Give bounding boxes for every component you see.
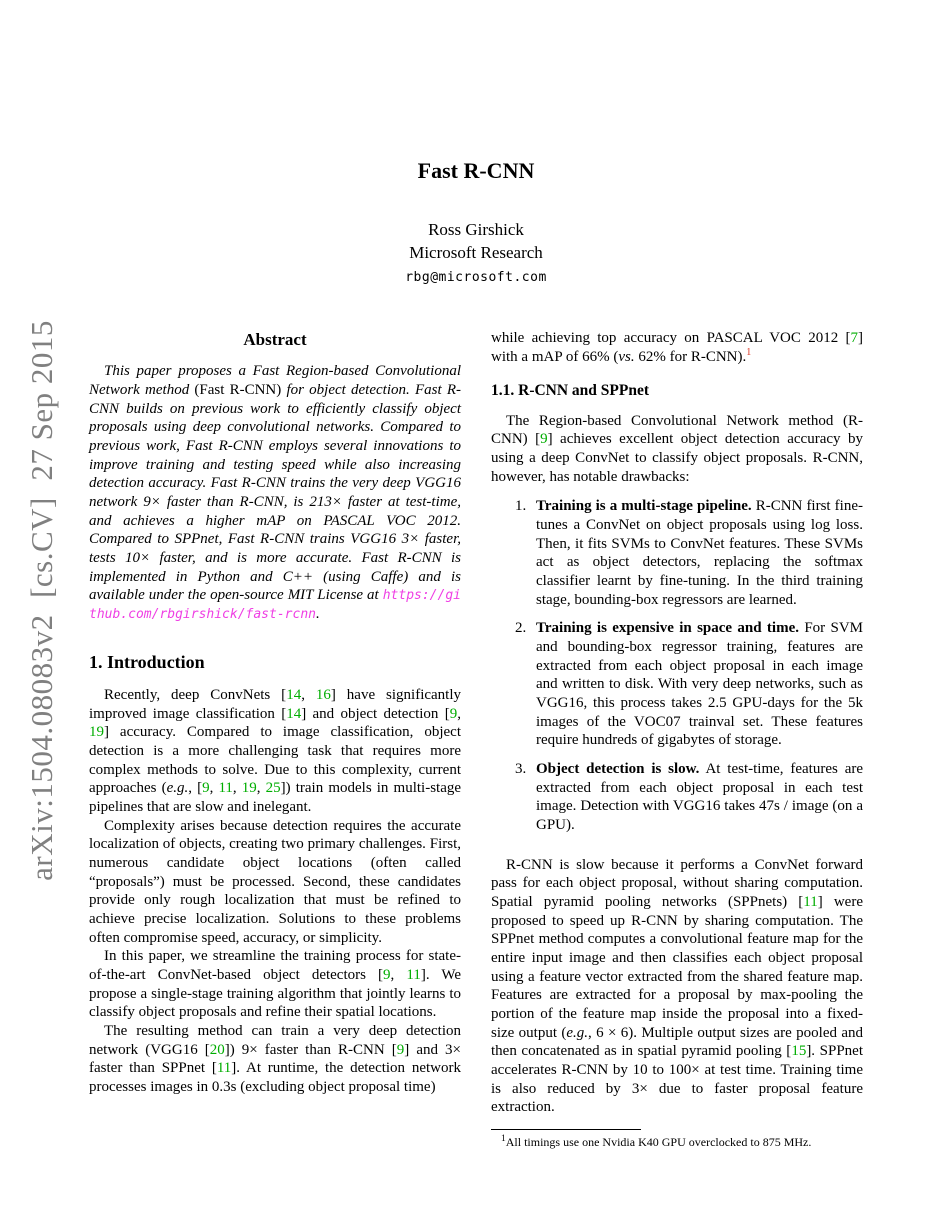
list-item-text	[536, 498, 863, 607]
left-column	[89, 329, 461, 1151]
text-segment: For SVM and bounding-box regressor training, features are extracted from each object proposal in each image and written to disk. With very deep networks, such as VGG16, this process takes 2.5 GPU-days for the 5k images of the VOC07 trainval set. These features require hundreds of gigabytes of storage.	[536, 620, 863, 749]
paragraph	[491, 412, 863, 487]
text-segment: ]. We propose a single-stage training algorithm that jointly learns to classify object proposals and refine their spatial locations.	[89, 967, 461, 1021]
author-email: rbg@microsoft.com	[405, 270, 547, 285]
text-segment: ] achieves excellent object detection accuracy by using a deep ConvNet to classify object proposals. R-CNN, however, has notable drawbacks:	[491, 431, 863, 485]
author-block	[0, 220, 952, 285]
citation-ref[interactable]: 11	[218, 780, 233, 797]
citation-ref[interactable]: 9	[449, 705, 458, 722]
right-column	[491, 329, 863, 1151]
paragraph	[491, 329, 863, 366]
arxiv-watermark	[0, 320, 96, 914]
citation-ref[interactable]: 11	[803, 894, 818, 911]
citation-ref[interactable]: 11	[216, 1060, 232, 1077]
drawback-list	[515, 497, 863, 844]
citation-ref[interactable]: 25	[265, 780, 281, 797]
text-segment: e.g.	[566, 1024, 589, 1041]
text-segment: ] and 3× faster than SPPnet [	[89, 1041, 461, 1077]
text-segment: The Region-based Convolutional Network method (R-CNN) [	[491, 412, 863, 448]
text-segment: , [	[188, 780, 203, 797]
footnote-rule	[491, 1129, 641, 1130]
text-segment: ]) 9× faster than R-CNN [	[224, 1041, 397, 1058]
text-segment: ,	[390, 967, 407, 984]
text-segment: ]. At runtime, the detection network processes images in 0.3s (excluding object proposal time)	[89, 1060, 461, 1096]
paper-header	[0, 0, 952, 285]
abstract-heading: Abstract	[243, 330, 307, 349]
citation-ref[interactable]: 9	[202, 780, 210, 797]
list-item-text	[536, 620, 863, 748]
paragraph	[89, 817, 461, 948]
author-name: Ross Girshick	[428, 220, 524, 239]
text-segment: Complexity arises because detection requires the accurate localization of objects, creating two primary challenges. First, numerous candidate object locations (often called “proposals”) must be processed. Second, these candidates provide only rough localization that must be refined to achieve precise localization. Solutions to these problems often compromise speed, accuracy, or simplicity.	[89, 817, 461, 946]
text-segment: ] accuracy. Compared to image classification, object detection is a more challenging task that requires more complex methods to solve. Due to this complexity, current approaches (	[89, 724, 461, 797]
citation-ref[interactable]: 9	[540, 431, 548, 448]
text-segment: ] have significantly improved image classification [	[89, 686, 462, 722]
text-segment: R-CNN first fine-tunes a ConvNet on object proposals using log loss. Then, it fits SVMs to ConvNet features. These SVMs act as object detectors, replacing the softmax classifier learnt by fine-tuning. In the third training stage, bounding-box regressors are learned.	[536, 498, 863, 608]
text-segment: All timings use one Nvidia K40 GPU overclocked to 875 MHz.	[505, 1135, 812, 1150]
text-segment: ]. SPPnet accelerates R-CNN by 10 to 100× at test time. Training time is also reduced by 3× due to faster proposal feature extraction.	[491, 1043, 863, 1116]
text-segment: 62% for R-CNN).	[634, 348, 747, 365]
text-segment: ] were proposed to speed up R-CNN by sharing computation. The SPPnet method computes a convolutional feature map for the entire input image and then classifies each object proposal using a feature vector extracted from the shared feature map. Features are extracted for a proposal by max-pooling the portion of the feature map inside the proposal into a fixed-size output (	[491, 894, 863, 1041]
text-segment: ] and object detection [	[301, 705, 450, 722]
list-item	[515, 497, 863, 609]
text-segment: ,	[457, 705, 461, 722]
text-segment: e.g.	[166, 780, 189, 797]
list-item-number: 2.	[515, 620, 527, 637]
text-segment: In this paper, we streamline the training process for state-of-the-art ConvNet-based object detectors [	[89, 948, 461, 984]
text-segment: .	[315, 605, 320, 622]
text-segment: , 6 × 6). Multiple output sizes are pooled and then concatenated as in spatial pyramid pooling [	[491, 1024, 864, 1060]
citation-ref[interactable]: 9	[396, 1041, 405, 1058]
citation-ref[interactable]: 19	[241, 780, 257, 797]
text-segment: for object detection. Fast R-CNN builds on previous work to efficiently classify object proposals using deep convolutional networks. Compared to previous work, Fast R-CNN employs several innovations to improve training and testing speed while also increasing detection accuracy. Fast R-CNN trains the very deep VGG16 network 9× faster than R-CNN, is 213× faster at test-time, and achieves a higher mAP on PASCAL VOC 2012. Compared to SPPnet, Fast R-CNN trains VGG16 3× faster, tests 10× faster, and is more accurate. Fast R-CNN is implemented in Python and C++ (using Caffe) and is available under the open-source MIT License at	[89, 381, 461, 604]
citation-ref[interactable]: 9	[383, 967, 391, 984]
list-item-text	[536, 761, 863, 833]
text-segment: ,	[232, 780, 242, 797]
list-item	[515, 760, 863, 835]
citation-ref[interactable]: 15	[791, 1043, 807, 1060]
text-segment: The resulting method can train a very deep detection network (VGG16 [	[89, 1023, 461, 1058]
text-segment: ]) train models in multi-stage pipelines that are slow and inelegant.	[89, 780, 462, 815]
subsection-heading-rcnn-sppnet: 1.1. R-CNN and SPPnet	[491, 382, 650, 400]
text-segment: This paper proposes a Fast Region-based Convolutional Network method	[89, 363, 461, 398]
text-segment: Training is expensive in space and time.	[536, 620, 799, 637]
section-heading-introduction: 1. Introduction	[89, 651, 205, 672]
citation-ref[interactable]: 19	[89, 724, 104, 741]
text-segment: Object detection is slow.	[536, 761, 700, 778]
paragraph	[491, 856, 863, 1117]
footnote-ref[interactable]: 1	[746, 346, 752, 358]
text-segment: ,	[301, 686, 316, 703]
footnote-marker: 1	[501, 1134, 506, 1145]
text-segment: vs.	[618, 348, 635, 365]
arxiv-watermark-text: arXiv:1504.08083v2 [cs.CV] 27 Sep 2015	[24, 320, 59, 881]
paragraph	[89, 947, 461, 1022]
citation-ref[interactable]: 7	[850, 330, 858, 346]
abstract-text	[89, 362, 461, 623]
paper-title: Fast R-CNN	[417, 158, 535, 183]
list-item	[515, 619, 863, 750]
author-affiliation: Microsoft Research	[409, 243, 543, 262]
list-item-number: 3.	[515, 761, 527, 778]
text-segment: Training is a multi-stage pipeline.	[536, 498, 752, 515]
citation-ref[interactable]: 20	[209, 1041, 225, 1058]
text-segment: (Fast R-CNN)	[194, 381, 282, 398]
text-segment: ] with a mAP of 66% (	[491, 330, 863, 365]
paragraph	[89, 686, 461, 817]
text-segment: R-CNN is slow because it performs a ConvNet forward pass for each object proposal, without sharing computation. Spatial pyramid pooling networks (SPPnets) [	[491, 856, 863, 911]
text-segment: ,	[256, 780, 266, 797]
list-item-number: 1.	[515, 498, 527, 515]
text-segment: while achieving top accuracy on PASCAL VOC 2012 [	[491, 330, 851, 346]
citation-ref[interactable]: 14	[286, 686, 302, 703]
text-segment: Recently, deep ConvNets [	[104, 686, 287, 703]
citation-ref[interactable]: 11	[406, 967, 421, 984]
citation-ref[interactable]: 14	[286, 705, 302, 722]
hyperlink[interactable]: https://github.com/rbgirshick/fast-rcnn	[89, 588, 461, 622]
text-segment: At test-time, features are extracted from each object proposal in each test image. Detection with VGG16 takes 47s / image (on a GPU).	[536, 761, 863, 834]
citation-ref[interactable]: 16	[315, 686, 331, 703]
text-segment: ,	[209, 780, 219, 797]
paragraph	[89, 1022, 461, 1097]
two-column-body	[0, 329, 952, 1151]
footnote-block	[491, 1129, 863, 1151]
footnote-text	[491, 1135, 863, 1151]
